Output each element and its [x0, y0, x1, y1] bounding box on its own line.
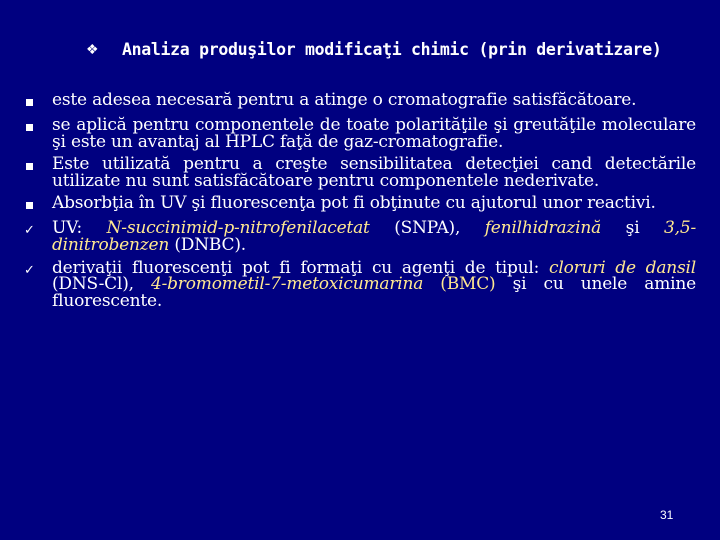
- bullet-list: [24, 92, 696, 309]
- title-row: [86, 40, 706, 59]
- slide-title: Analiza produşilor modificaţi chimic (prin derivatizare): [122, 40, 662, 59]
- item-text-part: şi: [601, 218, 665, 239]
- checkmark-bullet-icon: ✓: [24, 262, 35, 278]
- item-text: este adesea necesară pentru a atinge o cromatografie satisfăcătoare.: [52, 90, 637, 110]
- item-text: [52, 220, 696, 253]
- checkmark-bullet-icon: ✓: [24, 223, 35, 239]
- list-item: [24, 195, 696, 214]
- reagent-abbrev: (BMC): [423, 274, 496, 295]
- item-text-part: (SNPA),: [369, 218, 485, 239]
- reagent-name: 4-bromometil-7-metoxicumarina: [150, 274, 424, 295]
- item-text-part: UV:: [52, 218, 107, 239]
- diamond-bullet-icon: ❖: [86, 41, 99, 58]
- list-item: [24, 117, 696, 150]
- reagent-name: fenilhidrazină: [484, 218, 602, 239]
- page-number: 31: [660, 508, 674, 522]
- item-text-part: şi cu unele amine fluorescente.: [52, 274, 696, 311]
- item-text-part: (DNBC).: [169, 234, 246, 255]
- square-bullet-icon: [24, 156, 52, 189]
- item-text: se aplică pentru componentele de toate polarităţile şi greutăţile moleculare şi este un avantaj al HPLC faţă de gaz-cromatografie.: [52, 115, 696, 152]
- square-bullet-icon: [24, 195, 52, 214]
- item-text: Absorbţia în UV şi fluorescenţa pot fi obţinute cu ajutorul unor reactivi.: [52, 193, 656, 214]
- square-bullet-icon: [24, 117, 52, 150]
- reagent-name: 3,5-dinitrobenzen: [52, 218, 696, 255]
- item-text: Este utilizată pentru a creşte sensibilitatea detecţiei cand detectările utilizate nu sunt satisfăcătoare pentru componentele nederivate.: [52, 154, 696, 191]
- item-text-part: (DNS-Cl),: [52, 274, 151, 295]
- item-text-part: derivaţii fluorescenţi pot fi formaţi cu agenţi de tipul:: [52, 257, 550, 278]
- reagent-name: cloruri de dansil: [549, 257, 697, 278]
- list-item: [24, 220, 696, 253]
- list-item: [24, 92, 696, 111]
- square-bullet-icon: [24, 92, 52, 111]
- reagent-name: N-succinimid-p-nitrofenilacetat: [106, 218, 370, 239]
- item-text: [52, 257, 697, 311]
- list-item: [24, 257, 697, 311]
- list-item: [24, 156, 696, 189]
